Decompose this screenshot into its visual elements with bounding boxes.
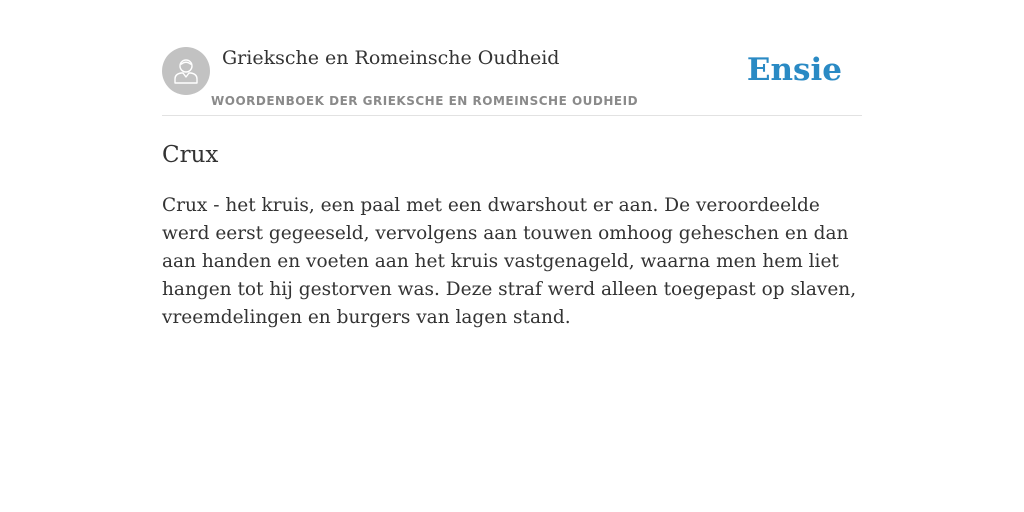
entry-term: Crux [162,142,219,168]
dictionary-title[interactable]: Grieksche en Romeinsche Oudheid [222,47,560,69]
user-outline-icon [171,56,201,86]
page-header [162,47,862,115]
author-avatar[interactable] [162,47,210,95]
header-divider [162,115,862,116]
entry-definition: Crux - het kruis, een paal met een dwarshout er aan. De veroordeelde werd eerst gegeeseld, vervolgens aan touwen omhoog geheschen en dan aan handen en voeten aan het kruis vastgenageld, waarna men hem liet hangen tot hij gestorven was. Deze straf werd alleen toegepast op slaven, vreemdelingen en burgers van lagen stand. [162,195,857,328]
ensie-logo-link[interactable]: Ensie [746,52,842,88]
dictionary-subtitle: WOORDENBOEK DER GRIEKSCHE EN ROMEINSCHE OUDHEID [211,94,639,108]
